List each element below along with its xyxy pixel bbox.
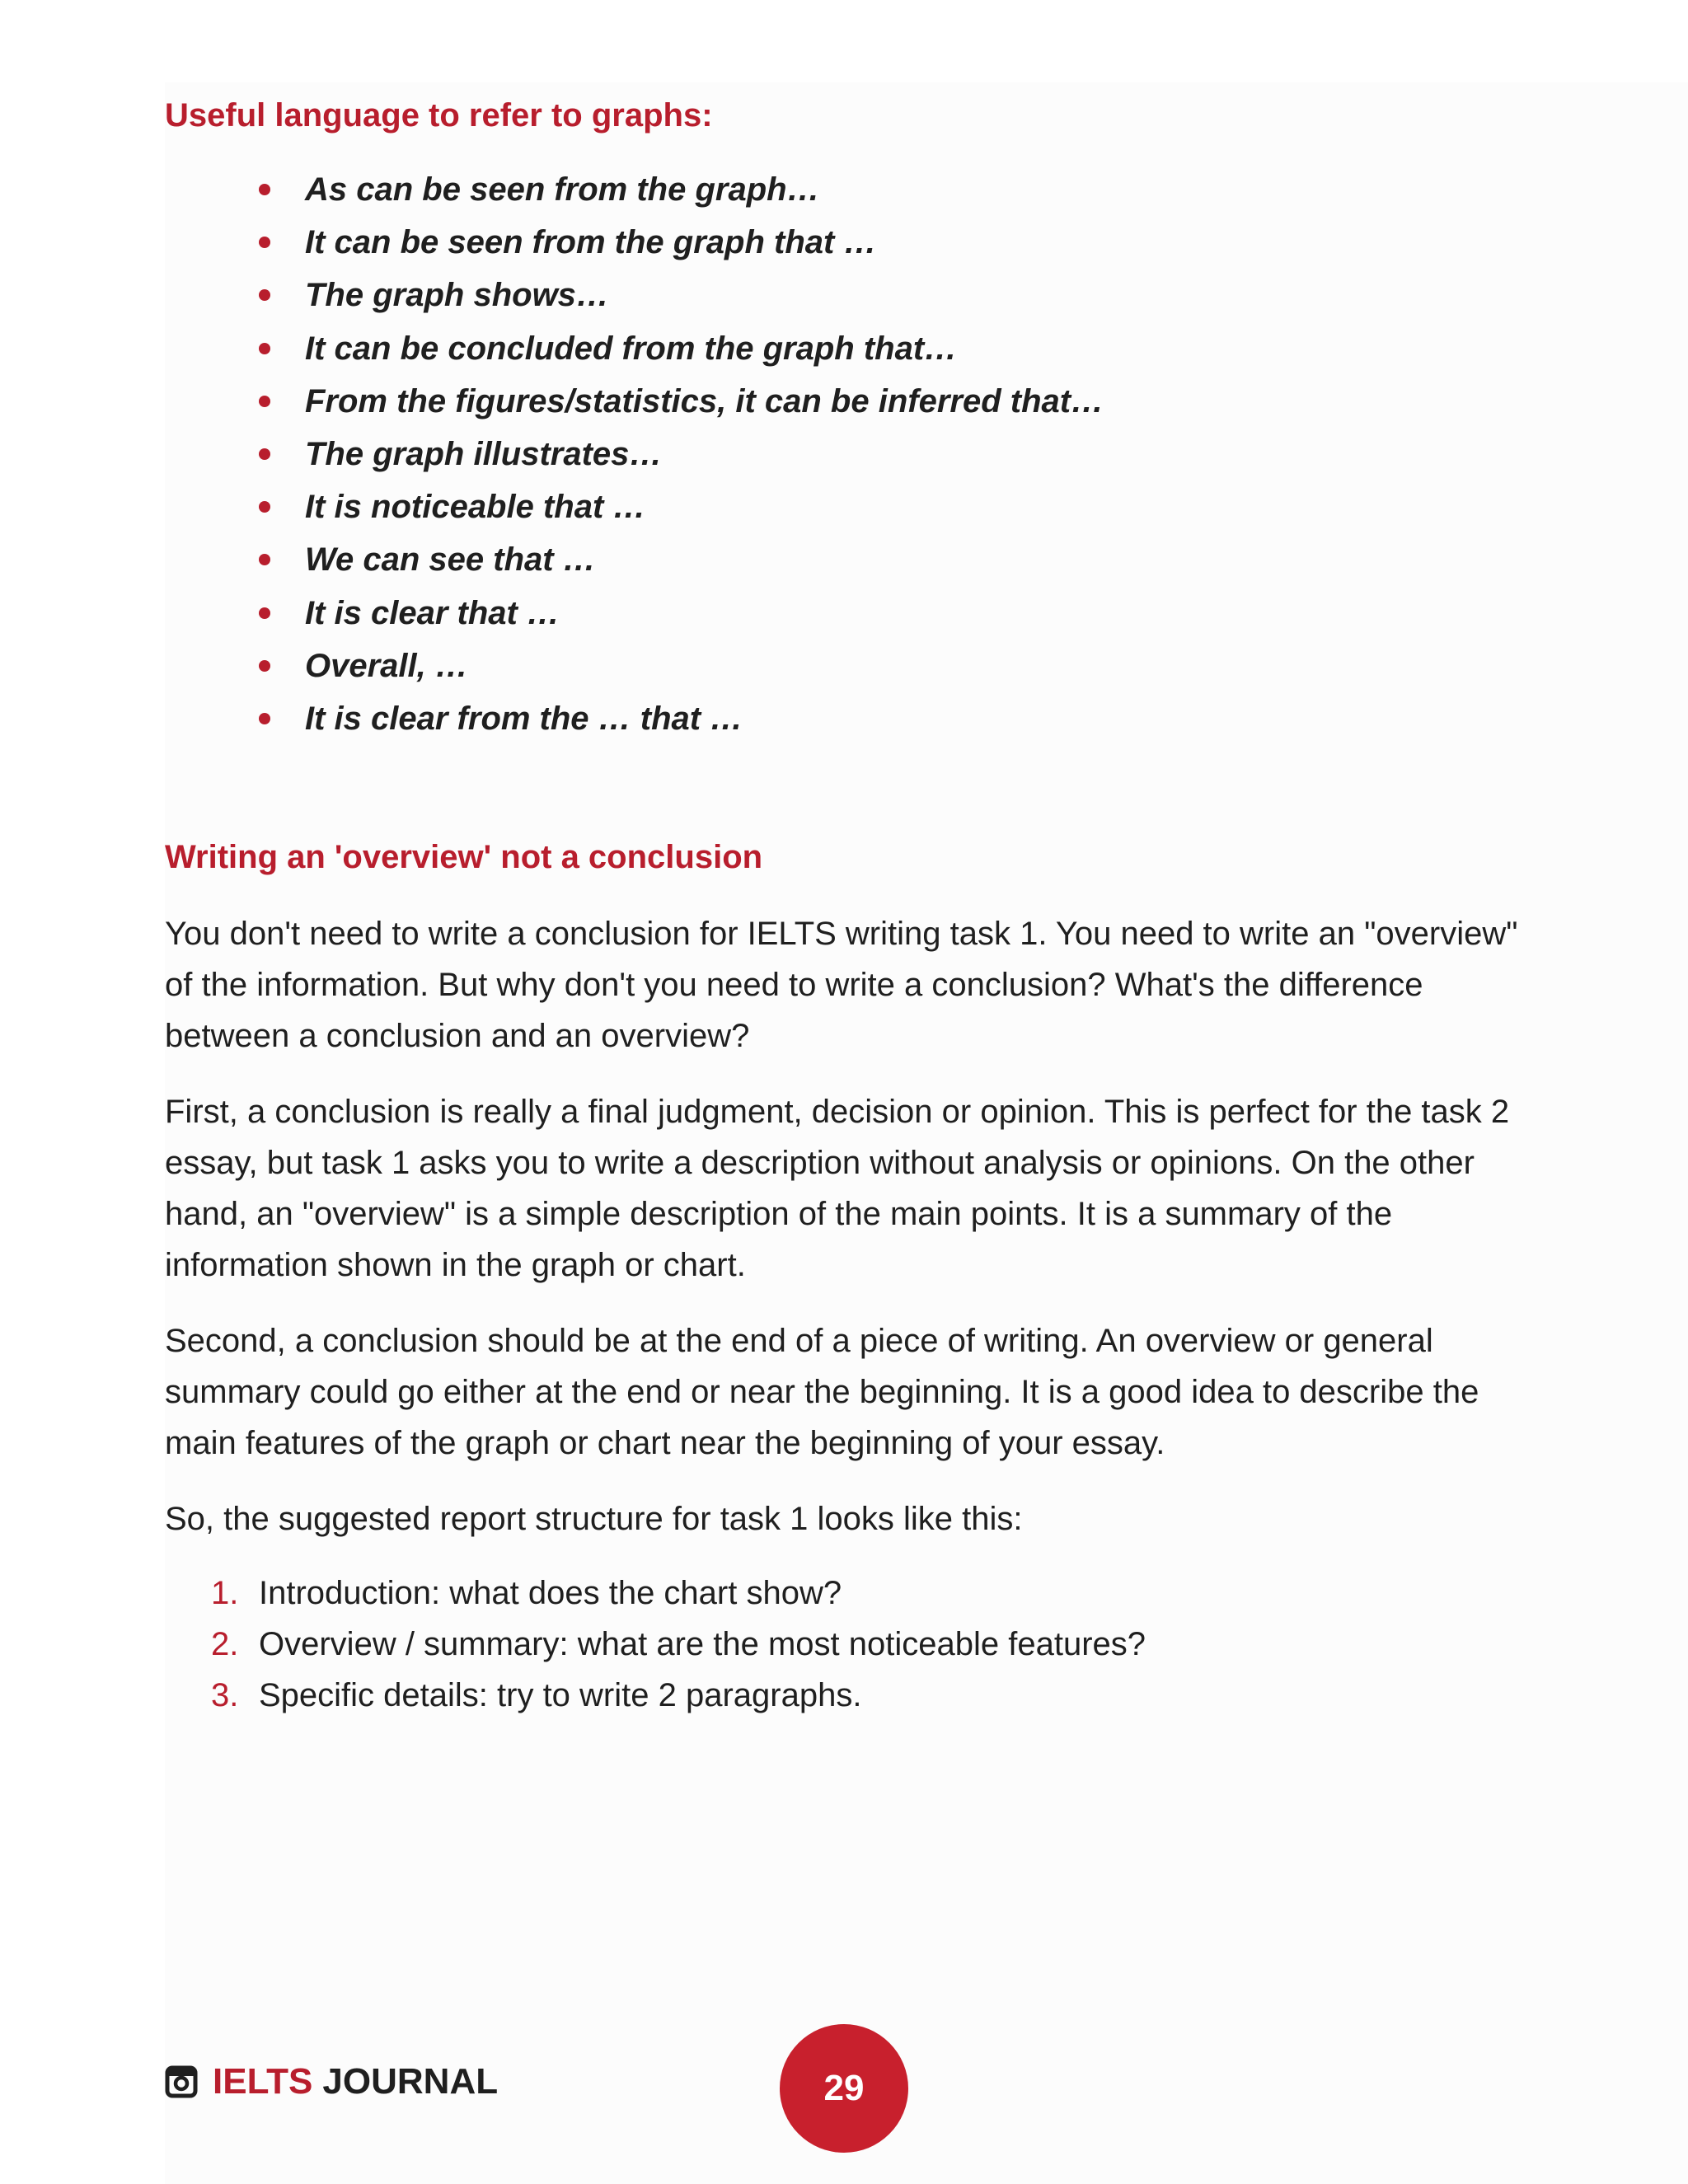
list-item [305, 692, 1550, 745]
phrase-text: From the figures/statistics, it can be inferred that… [305, 382, 1104, 419]
bullet-icon [259, 396, 270, 407]
phrase-text: It is clear that … [305, 594, 560, 631]
bullet-icon [259, 607, 270, 619]
list-item [305, 322, 1550, 375]
list-item-text: Overview / summary: what are the most noticeable features? [259, 1626, 1146, 1663]
list-item-text: Introduction: what does the chart show? [259, 1575, 842, 1612]
list-number: 2. [211, 1626, 239, 1663]
bullet-icon [259, 448, 270, 460]
document-body [165, 92, 1550, 1721]
brand-name-journal: JOURNAL [322, 2061, 499, 2102]
list-item [305, 533, 1550, 586]
list-item [211, 1670, 1550, 1721]
bullet-icon [259, 289, 270, 301]
phrase-text: It is clear from the … that … [305, 701, 743, 738]
footer-brand [165, 2059, 498, 2105]
list-number: 3. [211, 1677, 239, 1714]
phrase-text: As can be seen from the graph… [305, 171, 820, 208]
paragraph: You don't need to write a conclusion for IELTS writing task 1. You need to write an "overview" of the information. But why don't you need to write a conclusion? What's the difference between a conclusion and an overview? [165, 916, 1518, 1055]
phrase-text: It is noticeable that … [305, 489, 646, 526]
list-item [305, 216, 1550, 269]
list-item-text: Specific details: try to write 2 paragraphs. [259, 1677, 862, 1714]
list-item [305, 375, 1550, 428]
instagram-icon [165, 2065, 198, 2098]
useful-language-heading: Useful language to refer to graphs: [165, 97, 713, 134]
bullet-icon [259, 237, 270, 248]
page-number-badge: 29 [780, 2024, 908, 2153]
bullet-icon [259, 343, 270, 354]
phrase-list [165, 163, 1550, 745]
bullet-icon [259, 554, 270, 565]
list-item [305, 640, 1550, 692]
list-item [305, 428, 1550, 480]
overview-heading: Writing an 'overview' not a conclusion [165, 839, 763, 876]
list-item [305, 163, 1550, 216]
phrase-text: It can be concluded from the graph that… [305, 330, 958, 367]
phrase-text: The graph shows… [305, 277, 609, 314]
list-item [305, 269, 1550, 321]
paragraph: First, a conclusion is really a final judgment, decision or opinion. This is perfect for the task 2 essay, but task 1 asks you to write a description without analysis or opinions. On the other hand, an "overview" is a simple description of the main points. It is a summary of the information shown in the graph or chart. [165, 1094, 1510, 1284]
bullet-icon [259, 184, 270, 195]
list-item [305, 480, 1550, 533]
list-item [211, 1568, 1550, 1619]
paragraph: So, the suggested report structure for task 1 looks like this: [165, 1501, 1023, 1538]
bullet-icon [259, 501, 270, 513]
list-item [211, 1619, 1550, 1670]
report-structure-list [165, 1568, 1550, 1721]
brand-name-ielts: IELTS [213, 2061, 313, 2102]
phrase-text: We can see that … [305, 541, 596, 579]
bullet-icon [259, 660, 270, 672]
phrase-text: Overall, … [305, 647, 468, 684]
phrase-text: It can be seen from the graph that … [305, 224, 877, 261]
bullet-icon [259, 713, 270, 724]
list-number: 1. [211, 1575, 239, 1612]
paragraph: Second, a conclusion should be at the end of a piece of writing. An overview or general summary could go either at the end or near the beginning. It is a good idea to describe the main features of the graph or chart near the beginning of your essay. [165, 1323, 1479, 1462]
phrase-text: The graph illustrates… [305, 436, 663, 473]
list-item [305, 587, 1550, 640]
